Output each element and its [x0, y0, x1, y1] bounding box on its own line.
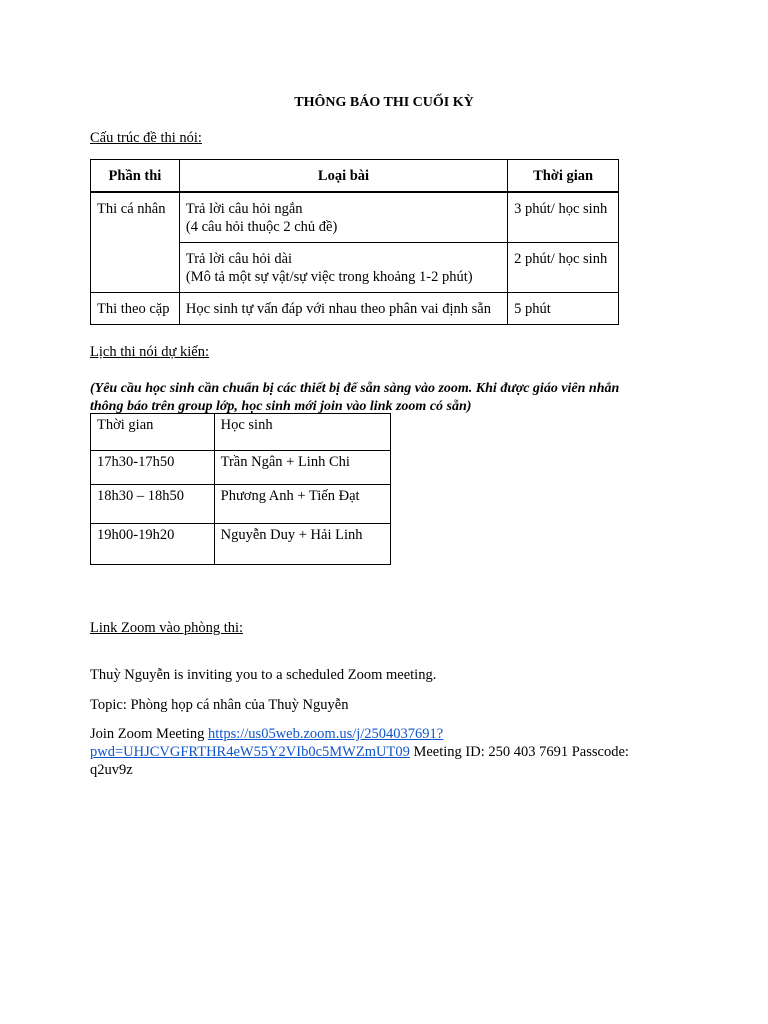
schedule-table [90, 413, 391, 565]
table-row [91, 293, 619, 325]
join-line [90, 725, 690, 743]
cell-part-individual: Thi cá nhân [91, 192, 180, 293]
invite-text: Thuỳ Nguyễn is inviting you to a scheduled Zoom meeting. [90, 667, 437, 683]
cell-type-line: Trả lời câu hỏi ngắn [185, 201, 303, 217]
header-time: Thời gian [91, 414, 215, 451]
cell-students: Phương Anh + Tiến Đạt [214, 485, 390, 524]
zoom-link-continued[interactable]: pwd=UHJCVGFRTHR4eW55Y2VIb0c5MWZmUT09 [90, 744, 410, 760]
header-students: Học sinh [214, 414, 390, 451]
schedule-note-line: (Yêu cầu học sinh cần chuẩn bị các thiết bị để sẵn sàng vào zoom. Khi được giáo viên nhắn [90, 381, 620, 396]
meeting-info: Meeting ID: 250 403 7691 Passcode: [409, 744, 629, 760]
cell-students: Trần Ngân + Linh Chi [214, 451, 390, 485]
header-time: Thời gian [508, 160, 619, 193]
header-type: Loại bài [179, 160, 507, 193]
cell-type [179, 243, 507, 293]
passcode-value: q2uv9z [90, 762, 133, 778]
table-row [91, 524, 391, 565]
schedule-note [90, 380, 690, 416]
table-row [91, 485, 391, 524]
cell-time: 18h30 – 18h50 [91, 485, 215, 524]
join-line [90, 743, 690, 761]
cell-type: Học sinh tự vấn đáp với nhau theo phân vai định sẵn [179, 293, 507, 325]
cell-type-line: (4 câu hỏi thuộc 2 chủ đề) [185, 219, 338, 235]
cell-time: 19h00-19h20 [91, 524, 215, 565]
zoom-heading: Link Zoom vào phòng thi: [90, 620, 244, 636]
schedule-note-line: thông báo trên group lớp, học sinh mới join vào link zoom có sẵn) [90, 399, 472, 414]
cell-time: 17h30-17h50 [91, 451, 215, 485]
cell-students: Nguyễn Duy + Hải Linh [214, 524, 390, 565]
schedule-heading: Lịch thi nói dự kiến: [90, 344, 210, 360]
header-part: Phần thi [91, 160, 180, 193]
cell-time: 3 phút/ học sinh [508, 192, 619, 243]
cell-type-line: Trả lời câu hỏi dài [185, 251, 293, 267]
table-row [91, 451, 391, 485]
cell-time: 2 phút/ học sinh [508, 243, 619, 293]
cell-type-line: (Mô tả một sự vật/sự việc trong khoảng 1-2 phút) [185, 269, 473, 285]
topic-text: Topic: Phòng họp cá nhân của Thuỳ Nguyễn [90, 697, 349, 713]
table-header-row [91, 414, 391, 451]
cell-time: 5 phút [508, 293, 619, 325]
cell-part-pair: Thi theo cặp [91, 293, 180, 325]
cell-type [179, 192, 507, 243]
structure-heading: Cấu trúc đề thi nói: [90, 130, 202, 146]
page-title: THÔNG BÁO THI CUỐI KỲ [294, 95, 474, 110]
table-header-row [91, 160, 619, 193]
join-paragraph [90, 725, 690, 779]
join-label: Join Zoom Meeting [90, 726, 209, 742]
exam-structure-table [90, 159, 619, 325]
table-row [91, 192, 619, 243]
zoom-link[interactable]: https://us05web.zoom.us/j/2504037691? [208, 726, 444, 742]
